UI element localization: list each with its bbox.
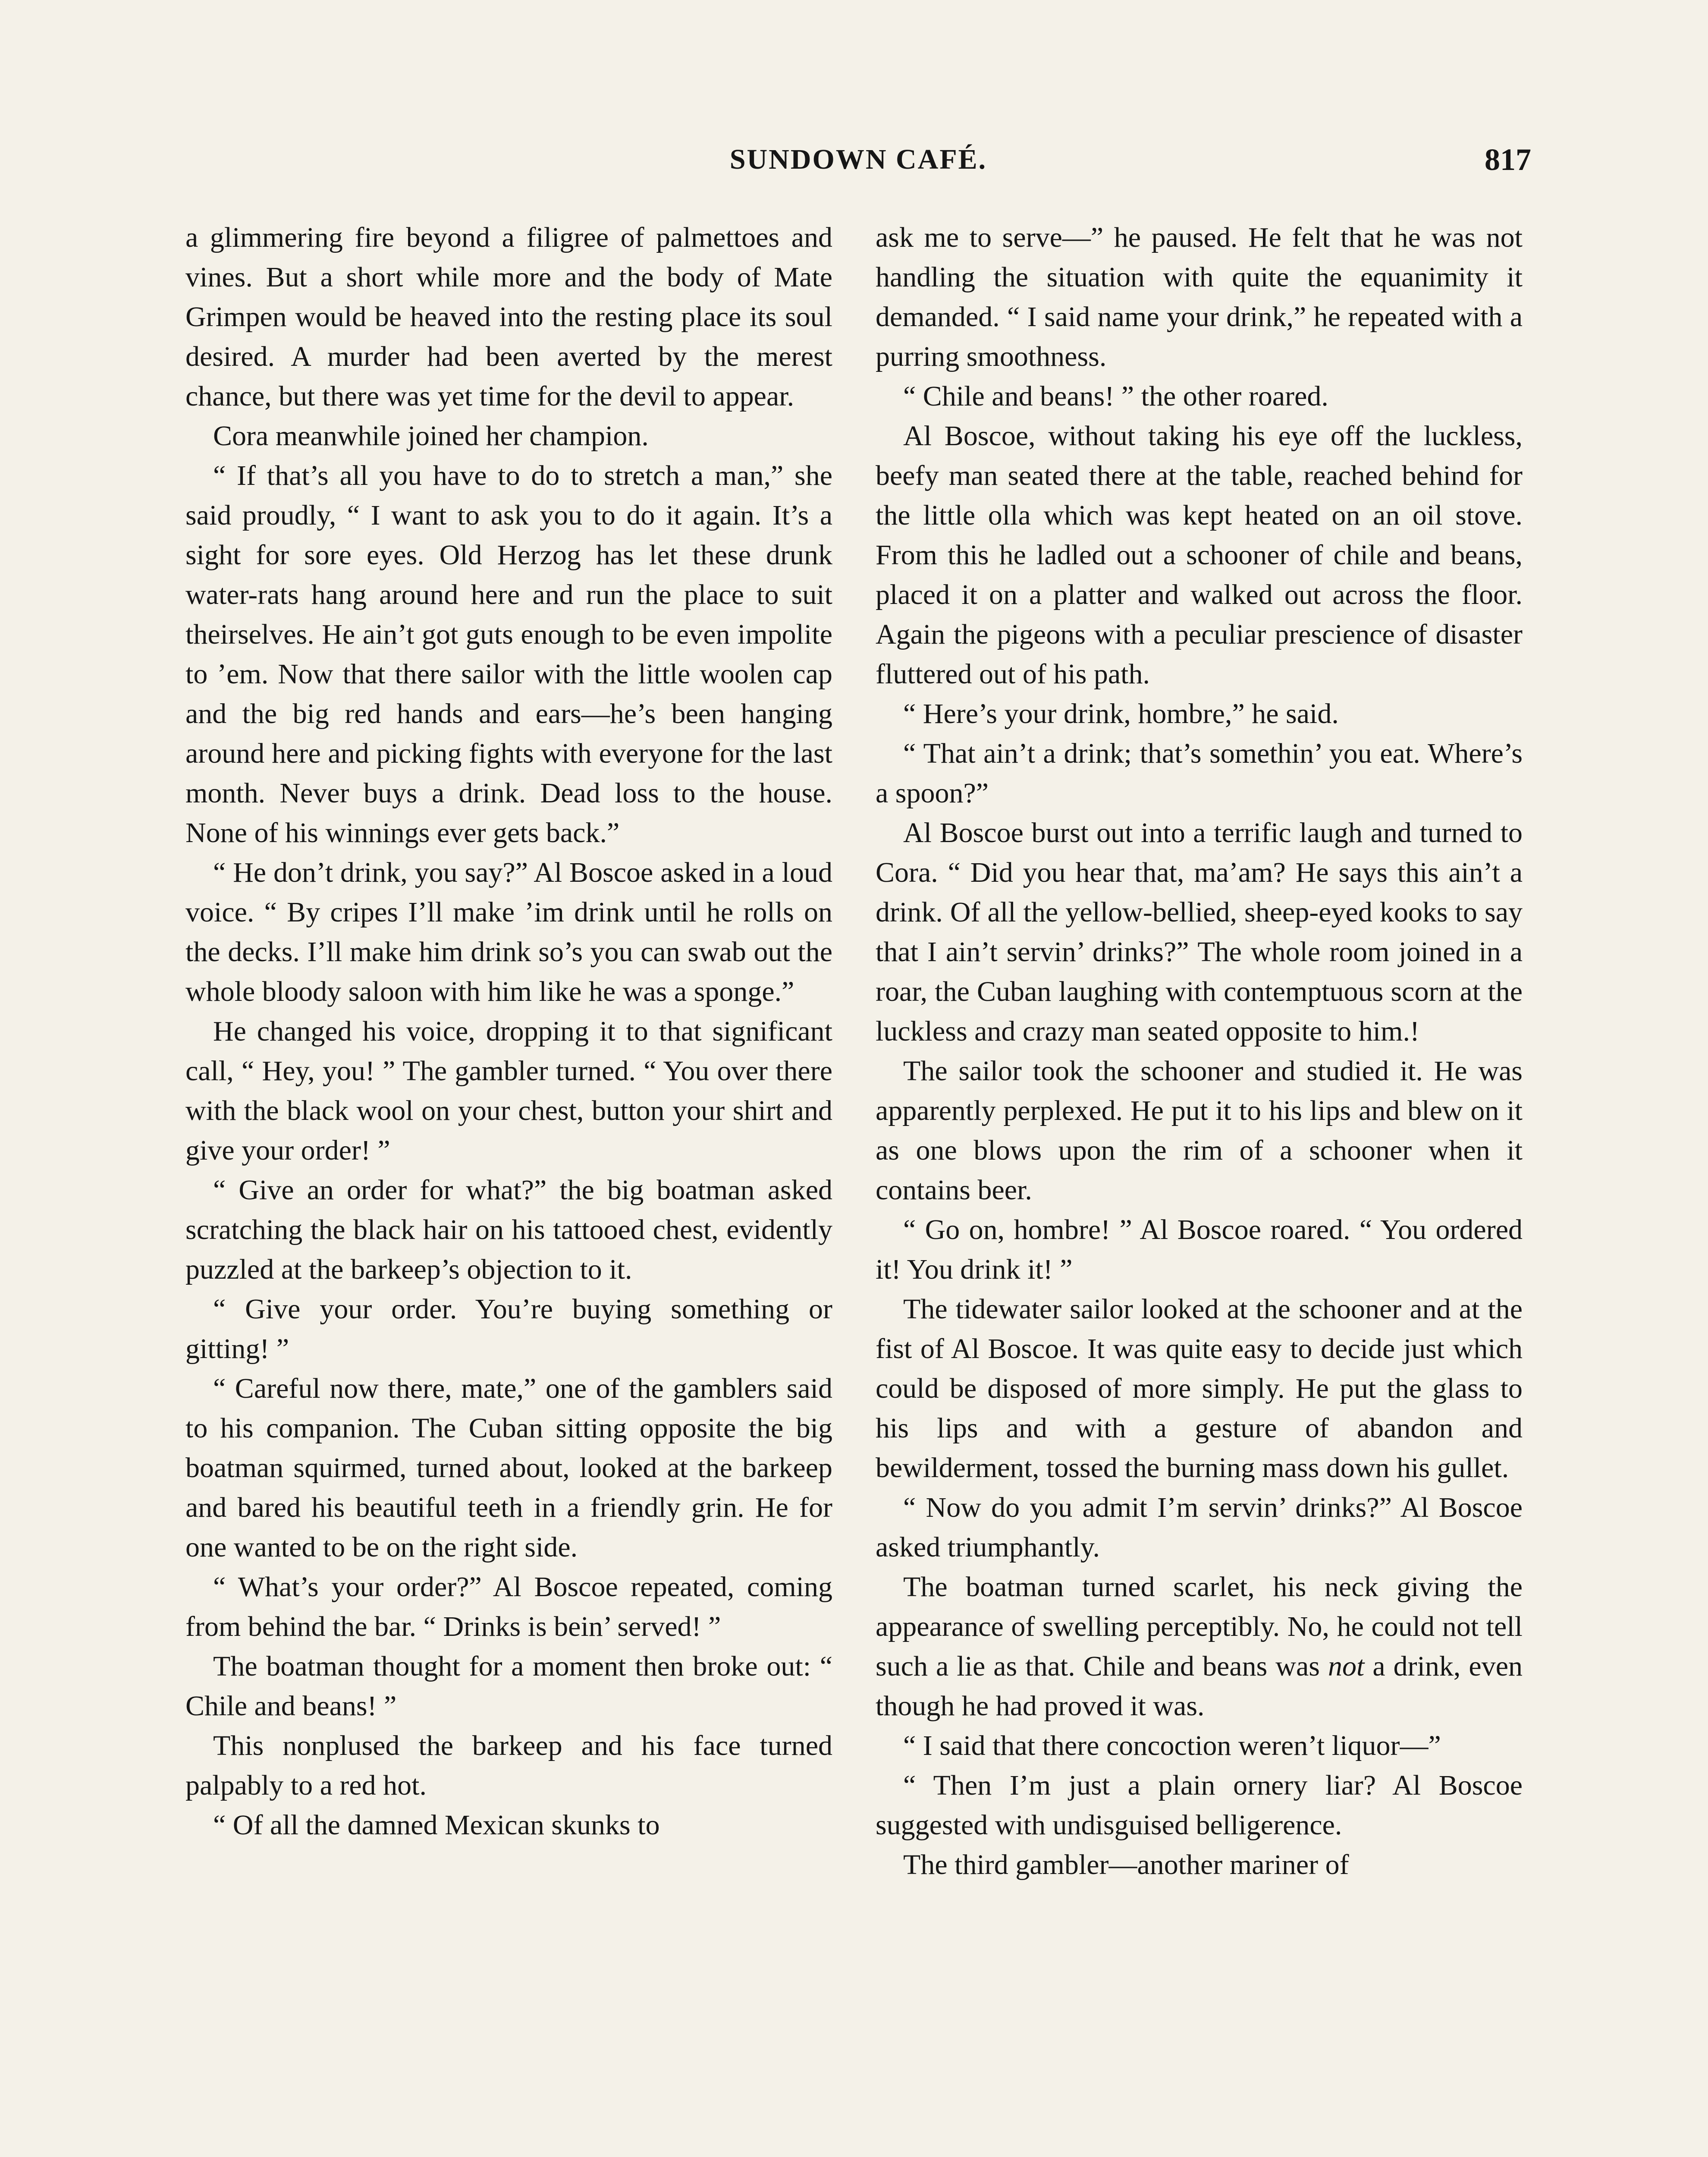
- paragraph: “ Now do you admit I’m servin’ drinks?” Al Boscoe asked triumphantly.: [876, 1492, 1523, 1563]
- paragraph: ask me to serve—” he paused. He felt that he was not handling the situation with quite the equanimity it demanded. “ I said name your drink,” he repeated with a purring smoothness.: [876, 222, 1523, 372]
- running-title: SUNDOWN CAFÉ.: [729, 144, 987, 175]
- paragraph: “ That ain’t a drink; that’s somethin’ you eat. Where’s a spoon?”: [876, 738, 1523, 809]
- paragraph: The tidewater sailor looked at the schooner and at the fist of Al Boscoe. It was quite easy to decide just which could be disposed of more simply. He put the glass to his lips and with a gesture of abandon and bewilderment, tossed the burning mass down his gullet.: [876, 1293, 1523, 1484]
- paragraph: Al Boscoe burst out into a terrific laugh and turned to Cora. “ Did you hear that, ma’am? He says this ain’t a drink. Of all the yellow-bellied, sheep-eyed kooks to say that I ain’t servin’ drinks?” The whole room joined in a roar, the Cuban laughing with contemptuous scorn at the luckless and crazy man seated opposite to him.!: [876, 817, 1523, 1047]
- paragraph: “ If that’s all you have to do to stretch a man,” she said proudly, “ I want to ask you to do it again. It’s a sight for sore eyes. Old Herzog has let these drunk water-rats hang around here and run the place to suit theirselves. He ain’t got guts enough to be even impolite to ’em. Now that there sailor with the little woolen cap and the big red hands and ears—he’s been hanging around here and picking fights with everyone for the last month. Never buys a drink. Dead loss to the house. None of his winnings ever gets back.”: [185, 460, 832, 849]
- page-number: 817: [1485, 142, 1531, 177]
- paragraph: “ Then I’m just a plain ornery liar? Al Boscoe suggested with undisguised belligerence.: [876, 1770, 1523, 1841]
- paragraph: “ Chile and beans! ” the other roared.: [903, 380, 1328, 412]
- paragraph: “ Give an order for what?” the big boatman asked scratching the black hair on his tattooed chest, evidently puzzled at the barkeep’s objection to it.: [185, 1174, 832, 1285]
- paragraph: The third gambler—another mariner of: [903, 1849, 1349, 1880]
- paragraph: He changed his voice, dropping it to that significant call, “ Hey, you! ” The gambler turned. “ You over there with the black wool on your chest, button your shirt and give your order! ”: [185, 1016, 832, 1166]
- paragraph: “ I said that there concoction weren’t liquor—”: [903, 1730, 1441, 1761]
- paragraph-with-emphasis: [876, 1567, 1523, 1726]
- paragraph: Al Boscoe, without taking his eye off the luckless, beefy man seated there at the table, reached behind for the little olla which was kept heated on an oil stove. From this he ladled out a schooner of chile and beans, placed it on a platter and walked out across the floor. Again the pigeons with a peculiar prescience of disaster fluttered out of his path.: [876, 420, 1523, 690]
- paragraph: This nonplused the barkeep and his face turned palpably to a red hot.: [185, 1730, 832, 1801]
- paragraph: “ Of all the damned Mexican skunks to: [213, 1809, 660, 1841]
- paragraph: The boatman thought for a moment then broke out: “ Chile and beans! ”: [185, 1651, 832, 1722]
- paragraph: “ Give your order. You’re buying something or gitting! ”: [185, 1293, 832, 1365]
- paragraph: “ Here’s your drink, hombre,” he said.: [903, 698, 1339, 729]
- paragraph: “ Go on, hombre! ” Al Boscoe roared. “ You ordered it! You drink it! ”: [876, 1214, 1523, 1285]
- paragraph: a glimmering fire beyond a filigree of palmettoes and vines. But a short while more and the body of Mate Grimpen would be heaved into the resting place its soul desired. A murder had been averted by the merest chance, but there was yet time for the devil to appear.: [185, 222, 832, 412]
- paragraph: “ He don’t drink, you say?” Al Boscoe asked in a loud voice. “ By cripes I’ll make ’im drink until he rolls on the decks. I’ll make him drink so’s you can swab out the whole bloody saloon with him like he was a sponge.”: [185, 857, 832, 1007]
- right-column: [876, 218, 1523, 2157]
- emphasis-word: not: [1328, 1651, 1365, 1682]
- left-column: [185, 218, 832, 2157]
- paragraph: “ What’s your order?” Al Boscoe repeated, coming from behind the bar. “ Drinks is bein’ served! ”: [185, 1571, 832, 1642]
- paragraph: Cora meanwhile joined her champion.: [213, 420, 649, 452]
- paragraph: “ Careful now there, mate,” one of the gamblers said to his companion. The Cuban sitting opposite the big boatman squirmed, turned about, looked at the barkeep and bared his beautiful teeth in a friendly grin. He for one wanted to be on the right side.: [185, 1373, 832, 1563]
- paragraph-text: a drink, even though he had proved it was.: [876, 1651, 1523, 1722]
- paragraph-text: The boatman turned scarlet, his neck giving the appearance of swelling perceptibly. No, he could not tell such a lie as that. Chile and beans was: [876, 1571, 1523, 1682]
- paragraph: The sailor took the schooner and studied it. He was apparently perplexed. He put it to his lips and blew on it as one blows upon the rim of a schooner when it contains beer.: [876, 1055, 1523, 1206]
